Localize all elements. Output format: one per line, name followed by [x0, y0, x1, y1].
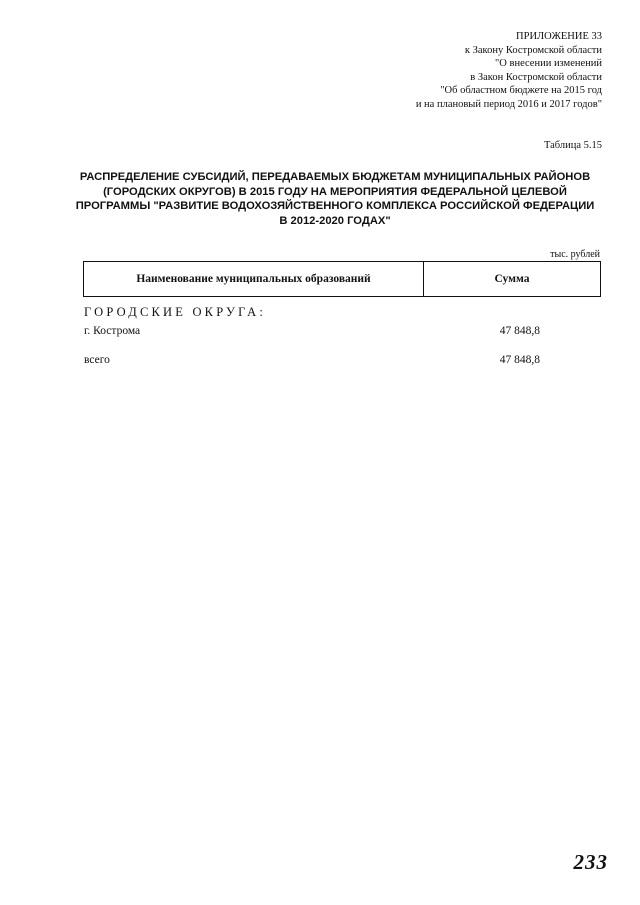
- title-line: (ГОРОДСКИХ ОКРУГОВ) В 2015 ГОДУ НА МЕРОПРИЯТИЯ ФЕДЕРАЛЬНОЙ ЦЕЛЕВОЙ: [103, 185, 567, 198]
- appendix-line: "Об областном бюджете на 2015 год: [440, 85, 602, 96]
- group-title: ГОРОДСКИЕ ОКРУГА:: [84, 305, 267, 319]
- appendix-line: ПРИЛОЖЕНИЕ 33: [516, 31, 602, 42]
- row-amount: 47 848,8: [499, 354, 540, 366]
- units-label: тыс. рублей: [550, 249, 600, 260]
- column-header-sum: Сумма: [494, 273, 530, 285]
- title-line: ПРОГРАММЫ "РАЗВИТИЕ ВОДОХОЗЯЙСТВЕННОГО КОМПЛЕКСА РОССИЙСКОЙ ФЕДЕРАЦИИ: [75, 200, 595, 212]
- column-header-name: Наименование муниципальных образований: [84, 262, 424, 296]
- table-header: [83, 261, 601, 297]
- handwritten-page-number: 233: [573, 850, 608, 874]
- row-amount: 47 848,8: [499, 325, 540, 337]
- title-line: РАСПРЕДЕЛЕНИЕ СУБСИДИЙ, ПЕРЕДАВАЕМЫХ БЮДЖЕТАМ МУНИЦИПАЛЬНЫХ РАЙОНОВ: [79, 171, 591, 183]
- appendix-line: "О внесении изменений: [495, 58, 602, 69]
- document-title: [70, 170, 600, 228]
- appendix-header: [416, 30, 602, 111]
- row-name: всего: [84, 354, 110, 366]
- appendix-line: в Закон Костромской области: [470, 71, 602, 83]
- appendix-line: к Закону Костромской области: [464, 44, 602, 56]
- title-line: В 2012-2020 ГОДАХ": [279, 214, 391, 227]
- row-name: г. Кострома: [84, 325, 141, 337]
- table-label: Таблица 5.15: [543, 140, 602, 151]
- appendix-line: и на плановый период 2016 и 2017 годов": [415, 98, 602, 110]
